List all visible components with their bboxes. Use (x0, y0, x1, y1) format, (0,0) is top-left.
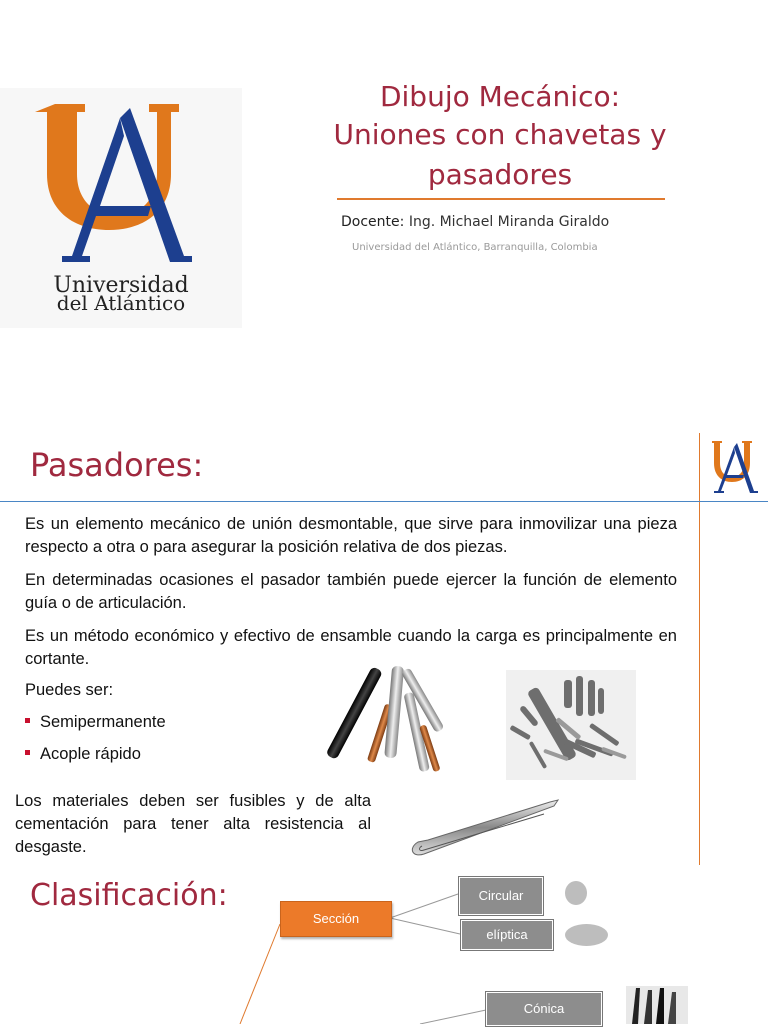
bullet-marker (25, 750, 30, 755)
title-line-2: Uniones con chavetas y (333, 118, 667, 151)
logo-text-line2: del Atlántico (56, 291, 186, 315)
node-conica: Cónica (486, 992, 602, 1026)
title-line-1: Dibujo Mecánico: (379, 80, 621, 113)
bullet-item (25, 745, 141, 764)
paragraph-guide: En determinadas ocasiones el pasador también puede ejercer la función de elemento guía o de articulación. (25, 571, 677, 612)
pins-photo (326, 664, 454, 776)
docente-name: Ing. Michael Miranda Giraldo (408, 214, 610, 230)
university-logo-small (706, 437, 762, 499)
university-logo (0, 88, 242, 328)
paragraph-method: Es un método económico y efectivo de ensamble cuando la carga es principalmente en cortante. (25, 627, 677, 668)
slide-title-clasificacion: Clasificación: (30, 878, 228, 913)
title-line-3: pasadores (427, 158, 573, 191)
bullet-label: Semipermanente (40, 713, 166, 731)
node-eliptica: elíptica (461, 920, 553, 950)
docente-label: Docente: (341, 214, 405, 230)
node-circular: Circular (459, 877, 543, 915)
paragraph-materials: Los materiales deben ser fusibles y de alta cementación para tener alta resistencia al desgaste. (15, 792, 371, 856)
paragraph-definition: Es un elemento mecánico de unión desmontable, que sirve para inmovilizar una pieza respecto a otra o para asegurar la posición relativa de dos piezas. (25, 515, 677, 556)
bullet-marker (25, 718, 30, 723)
header-divider-right (700, 501, 768, 502)
conical-pins-photo (626, 986, 688, 1024)
logo-text-line1: Universidad (53, 273, 189, 298)
cotter-pin-photo (404, 796, 564, 860)
ellipse-shape (565, 924, 608, 946)
vertical-divider (699, 433, 700, 865)
docente-line (341, 214, 609, 230)
puedes-ser-label: Puedes ser: (25, 681, 114, 699)
slide-title-pasadores: Pasadores: (30, 446, 204, 484)
circle-shape (565, 881, 587, 905)
node-seccion: Sección (280, 901, 392, 937)
university-name: Universidad del Atlántico, Barranquilla, Colombia (352, 242, 598, 253)
bullet-label: Acople rápido (40, 745, 141, 763)
assorted-pins-photo (506, 670, 636, 780)
bullet-item (25, 713, 166, 732)
header-divider (0, 501, 700, 502)
title-divider (337, 198, 665, 200)
